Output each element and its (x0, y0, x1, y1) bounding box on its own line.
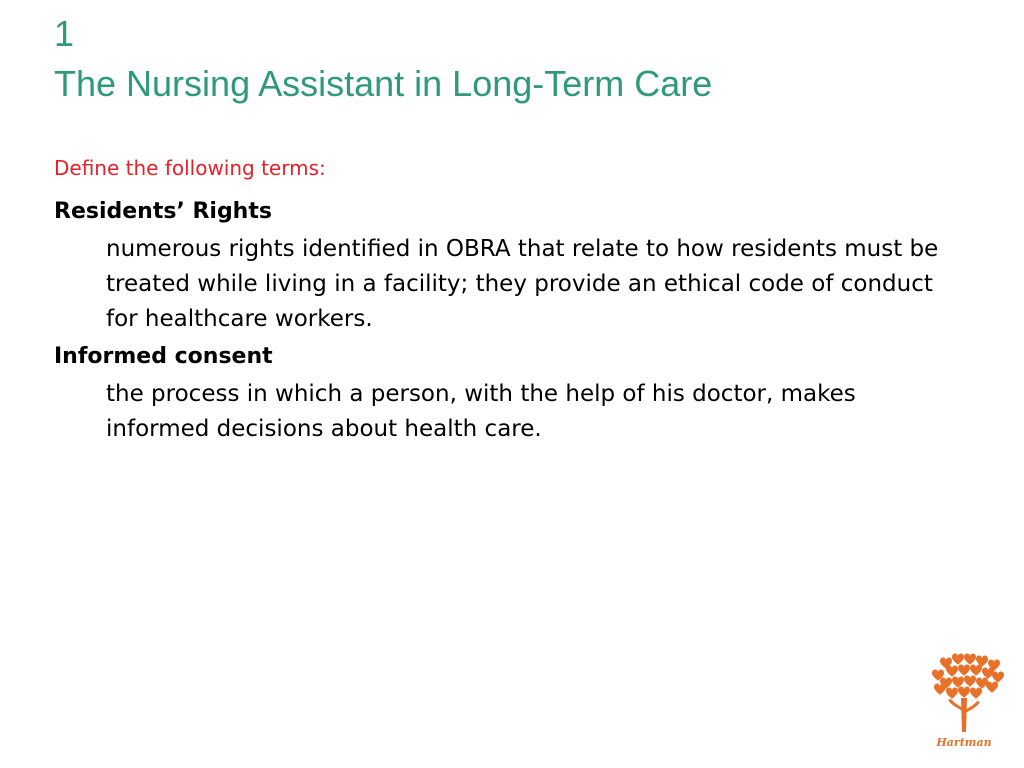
term-item (54, 196, 974, 337)
term-name: Residents’ Rights (54, 199, 272, 224)
term-definition: the process in which a person, with the help of his doctor, makes informed decisions about health care. (106, 381, 856, 442)
terms-list (54, 196, 974, 451)
slide-title: The Nursing Assistant in Long-Term Care (54, 63, 713, 104)
term-name: Informed consent (54, 344, 273, 369)
chapter-number: 1 (54, 13, 75, 54)
instruction-text: Define the following terms: (54, 156, 326, 180)
heart-tree-icon (922, 652, 1006, 738)
term-definition: numerous rights identified in OBRA that relate to how residents must be treated while living in a facility; they provide an ethical code of conduct for healthcare workers. (106, 236, 939, 332)
term-item (54, 341, 974, 447)
hartman-logo (922, 652, 1006, 756)
logo-text: Hartman (936, 736, 992, 749)
